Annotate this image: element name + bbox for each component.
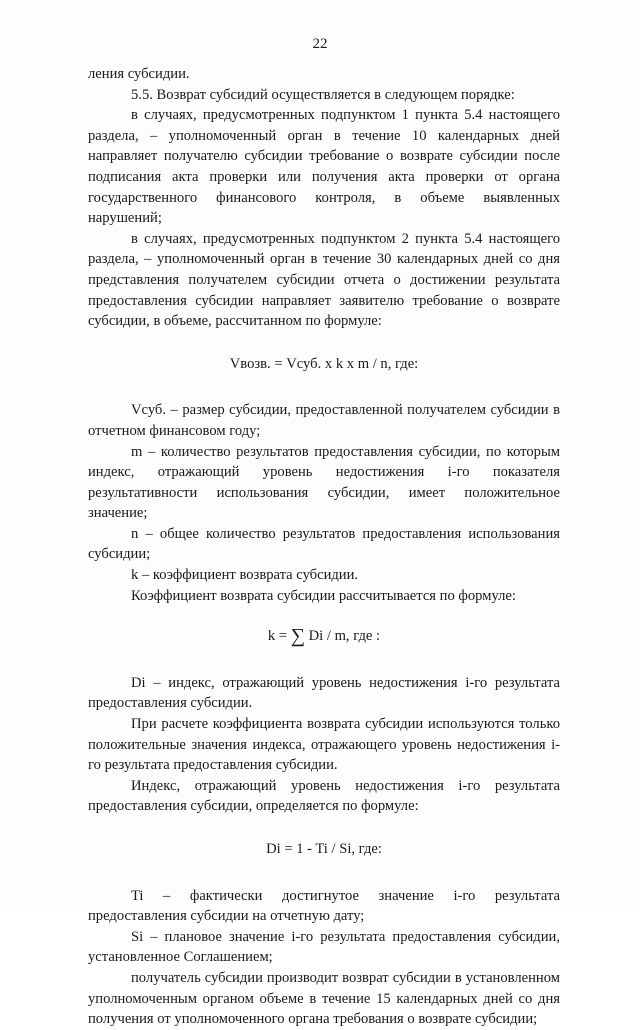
paragraph-def-si: Si – плановое значение i-го результата предоставления субсидии, установленное Соглашением;	[88, 928, 560, 966]
paragraph-index-intro: Индекс, отражающий уровень недостижения i-го результата предоставления субсидии, определяется по формуле:	[88, 777, 560, 815]
formula-refund-volume: Vвозв. = Vсуб. x k x m / n, где:	[229, 355, 419, 372]
paragraph-case-1: в случаях, предусмотренных подпунктом 1 пункта 5.4 настоящего раздела, – уполномоченный орган в течение 10 календарных дней направляет получателю субсидии требование о возврате субсидии после подписания акта проверки или получения акта проверки от органа государственного финансового контроля, в объеме выявленных нарушений;	[88, 107, 560, 227]
formula-k-left: k =	[267, 628, 291, 645]
paragraph-def-di: Di – индекс, отражающий уровень недостижения i-го результата предоставления субсидии.	[88, 674, 560, 712]
sigma-symbol: ∑	[290, 625, 305, 648]
paragraph-def-m: m – количество результатов предоставления субсидии, по которым индекс, отражающий уровень недостижения i-го показателя результативности использования субсидии, имеет положительное значение;	[88, 443, 560, 522]
paragraph-refund-term: получатель субсидии производит возврат субсидии в установленном уполномоченным органом объеме в течение 15 календарных дней со дня получения от уполномоченного органа требования о возврате субсидии;	[88, 969, 560, 1028]
formula-k-right: Di / m, где :	[304, 628, 381, 645]
formula-coefficient	[88, 606, 560, 673]
paragraph-continuation: ления субсидии.	[88, 66, 190, 82]
formula-index: Di = 1 - Ti / Si, где:	[266, 841, 382, 857]
paragraph-def-k: k – коэффициент возврата субсидии.	[131, 567, 359, 584]
document-body	[88, 64, 560, 1030]
paragraph-def-n: n – общее количество результатов предоставления использования субсидии;	[88, 525, 560, 563]
paragraph-def-vsub: Vсуб. – размер субсидии, предоставленной получателем субсидии в отчетном финансовом году;	[88, 402, 560, 439]
paragraph-positive-values: При расчете коэффициента возврата субсидии используются только положительные значения индекса, отражающего уровень недостижения i-го результата предоставления субсидии.	[88, 716, 560, 774]
paragraph-k-intro: Коэффициент возврата субсидии рассчитывается по формуле:	[131, 587, 516, 604]
page-number: 22	[312, 36, 328, 52]
paragraph-5-5: 5.5. Возврат субсидий осуществляется в следующем порядке:	[131, 86, 515, 103]
paragraph-case-2: в случаях, предусмотренных подпунктом 2 пункта 5.4 настоящего раздела, – уполномоченный орган в течение 30 календарных дней со дня представления получателем субсидии отчета о достижении результата предоставления субсидии направляет заявителю требование о возврате субсидии, в объеме, рассчитанном по формуле:	[88, 230, 560, 330]
paragraph-def-ti: Ti – фактически достигнутое значение i-го результата предоставления субсидии на отчетную дату;	[88, 887, 560, 925]
